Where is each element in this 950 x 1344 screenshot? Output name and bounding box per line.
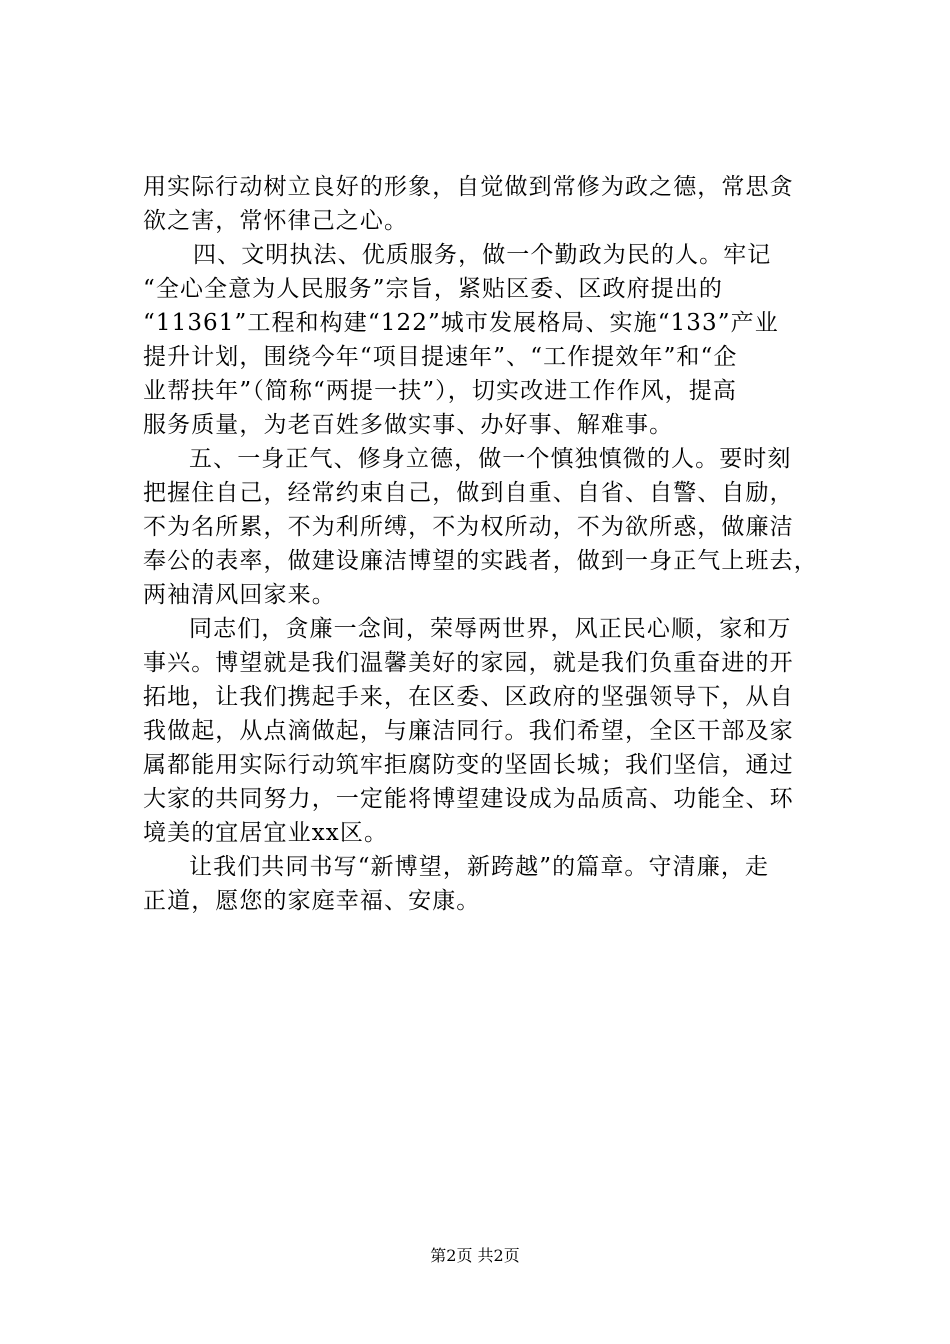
- text-line: 境美的宜居宜业xx区。: [143, 820, 389, 846]
- text-line: 正道，愿您的家庭幸福、安康。: [143, 888, 481, 914]
- text-line: “全心全意为人民服务”宗旨，紧贴区委、区政府提出的: [143, 276, 724, 302]
- text-line: 不为名所累，不为利所缚，不为权所动，不为欲所惑，做廉洁: [143, 514, 794, 540]
- text-line: 业帮扶年”（简称“两提一扶”），切实改进工作作风，提高: [143, 378, 737, 404]
- text-line: 拓地，让我们携起手来，在区委、区政府的坚强领导下，从自: [143, 684, 794, 710]
- text-line: 大家的共同努力，一定能将博望建设成为品质高、功能全、环: [143, 786, 794, 812]
- text-line: 属都能用实际行动筑牢拒腐防变的坚固长城；我们坚信，通过: [143, 752, 794, 778]
- paragraph-start-line: 让我们共同书写“新博望，新跨越”的篇章。守清廉，走: [189, 854, 770, 880]
- text-line: 服务质量，为老百姓多做实事、办好事、解难事。: [143, 412, 674, 438]
- paragraph-start-line: 五、一身正气、修身立德，做一个慎独慎微的人。要时刻: [189, 446, 792, 472]
- text-line: 奉公的表率，做建设廉洁博望的实践者，做到一身正气上班去，: [143, 548, 818, 574]
- paragraph-start-line: 四、文明执法、优质服务，做一个勤政为民的人。牢记: [193, 242, 772, 268]
- paragraph-start-line: 同志们，贪廉一念间，荣辱两世界，风正民心顺，家和万: [189, 616, 792, 642]
- text-line: 事兴。博望就是我们温馨美好的家园，就是我们负重奋进的开: [143, 650, 794, 676]
- text-line: “11361”工程和构建“122”城市发展格局、实施“133”产业: [143, 310, 779, 336]
- text-line: 提升计划，围绕今年“项目提速年”、“工作提效年”和“企: [143, 344, 738, 370]
- text-line: 用实际行动树立良好的形象，自觉做到常修为政之德，常思贪: [143, 174, 794, 200]
- document-body: [143, 170, 843, 918]
- text-line: 两袖清风回家来。: [143, 582, 336, 608]
- text-line: 把握住自己，经常约束自己，做到自重、自省、自警、自励，: [143, 480, 794, 506]
- text-line: 欲之害，常怀律己之心。: [143, 208, 409, 234]
- page-number-label: 第2页 共2页: [430, 1246, 520, 1265]
- text-line: 我做起，从点滴做起，与廉洁同行。我们希望，全区干部及家: [143, 718, 794, 744]
- page-footer: [0, 1246, 950, 1266]
